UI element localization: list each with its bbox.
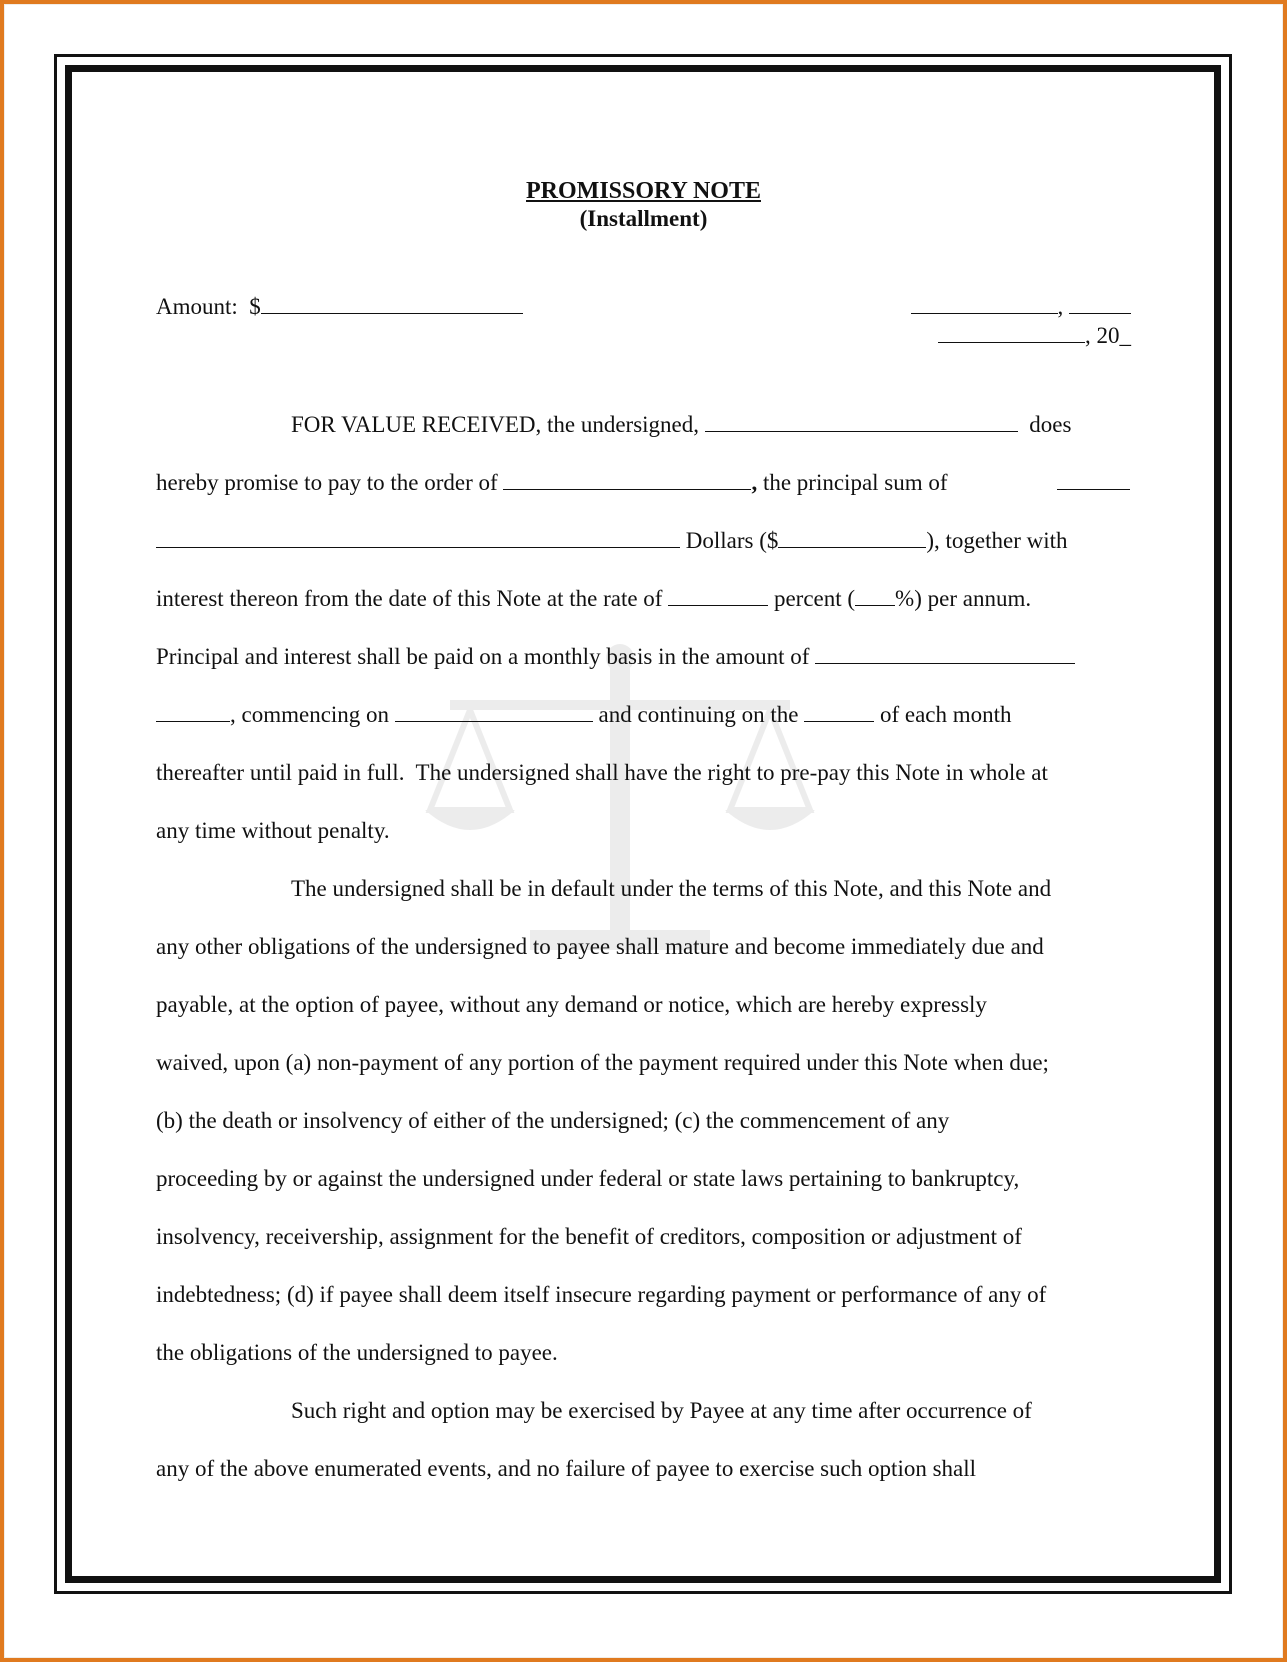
payment-day-blank[interactable]: [804, 701, 874, 722]
principal-amount-blank[interactable]: [778, 527, 926, 548]
p2-line-4: waived, upon (a) non-payment of any portion of the payment required under this Note when due;: [156, 1050, 1049, 1075]
monthly-amount-blank-2[interactable]: [156, 701, 230, 722]
date-line-2: [938, 322, 1131, 349]
p2-line-5: (b) the death or insolvency of either of the undersigned; (c) the commencement of any: [156, 1108, 950, 1133]
date-blank-month[interactable]: [911, 293, 1058, 314]
date-blank-place[interactable]: [938, 322, 1085, 343]
p1-l4-end: %) per annum.: [895, 586, 1032, 611]
p1-line-8: any time without penalty.: [156, 818, 390, 843]
p1-line-6: [156, 701, 1012, 729]
principal-words-blank-2[interactable]: [156, 527, 680, 548]
p1-line-5: [156, 643, 1075, 671]
p1-l2-mid: the principal sum of: [757, 470, 948, 495]
page-title: PROMISSORY NOTE: [526, 178, 761, 204]
p1-l3-end: ), together with: [926, 528, 1068, 553]
amount-blank[interactable]: [261, 293, 523, 314]
date-year-suffix: , 20_: [1085, 323, 1131, 348]
p1-l5-text: Principal and interest shall be paid on a monthly basis in the amount of: [156, 644, 810, 669]
p1-l2-comma: ,: [751, 470, 758, 495]
p1-l1-text: FOR VALUE RECEIVED, the undersigned,: [291, 412, 700, 437]
interest-rate-words-blank[interactable]: [668, 585, 768, 606]
p1-l1-end: does: [1029, 412, 1072, 437]
p2-line-6: proceeding by or against the undersigned under federal or state laws pertaining to bankruptcy,: [156, 1166, 1020, 1191]
p3-line-1: Such right and option may be exercised by Payee at any time after occurrence of: [291, 1398, 1032, 1423]
borrower-name-blank[interactable]: [705, 411, 1018, 432]
date-separator: ,: [1057, 294, 1064, 319]
p2-line-1: The undersigned shall be in default under the terms of this Note, and this Note and: [291, 876, 1052, 901]
monthly-amount-blank-1[interactable]: [815, 643, 1075, 664]
p1-l4-text: interest thereon from the date of this Note at the rate of: [156, 586, 663, 611]
p2-line-8: indebtedness; (d) if payee shall deem itself insecure regarding payment or performance of any of: [156, 1282, 1047, 1307]
amount-line: [156, 293, 523, 321]
p1-l6-b: and continuing on the: [592, 702, 799, 727]
start-date-blank[interactable]: [395, 701, 593, 722]
p1-line-2: [156, 469, 948, 497]
p3-line-2: any of the above enumerated events, and no failure of payee to exercise such option shall: [156, 1456, 977, 1481]
payee-name-blank[interactable]: [503, 469, 751, 490]
principal-words-blank-1[interactable]: [1057, 469, 1130, 490]
p1-line-4: [156, 585, 1031, 613]
p1-l4-mid: percent (: [768, 586, 856, 611]
scales-of-justice-watermark: [410, 640, 830, 960]
p1-l2-text: hereby promise to pay to the order of: [156, 470, 498, 495]
date-line-1: [911, 293, 1132, 320]
principal-blank-wrap: [1057, 469, 1130, 497]
p2-line-7: insolvency, receivership, assignment for the benefit of creditors, composition or adjustment of: [156, 1224, 1022, 1249]
p2-line-2: any other obligations of the undersigned to payee shall mature and become immediately due and: [156, 934, 1044, 959]
p1-l6-a: , commencing on: [230, 702, 390, 727]
interest-rate-number-blank[interactable]: [855, 585, 895, 606]
p1-line-1: [291, 411, 1071, 439]
p1-l3-mid: Dollars ($: [680, 528, 779, 553]
date-blank-day[interactable]: [1069, 293, 1131, 314]
p2-line-3: payable, at the option of payee, without any demand or notice, which are hereby expressly: [156, 992, 987, 1017]
p1-line-7: thereafter until paid in full. The undersigned shall have the right to pre-pay this Note in whole at: [156, 760, 1048, 785]
page-subtitle: (Installment): [579, 206, 708, 231]
p1-l6-c: of each month: [874, 702, 1012, 727]
p1-line-3: [156, 527, 1068, 555]
amount-label: Amount: $: [156, 294, 261, 319]
p2-line-9: the obligations of the undersigned to payee.: [156, 1340, 558, 1365]
